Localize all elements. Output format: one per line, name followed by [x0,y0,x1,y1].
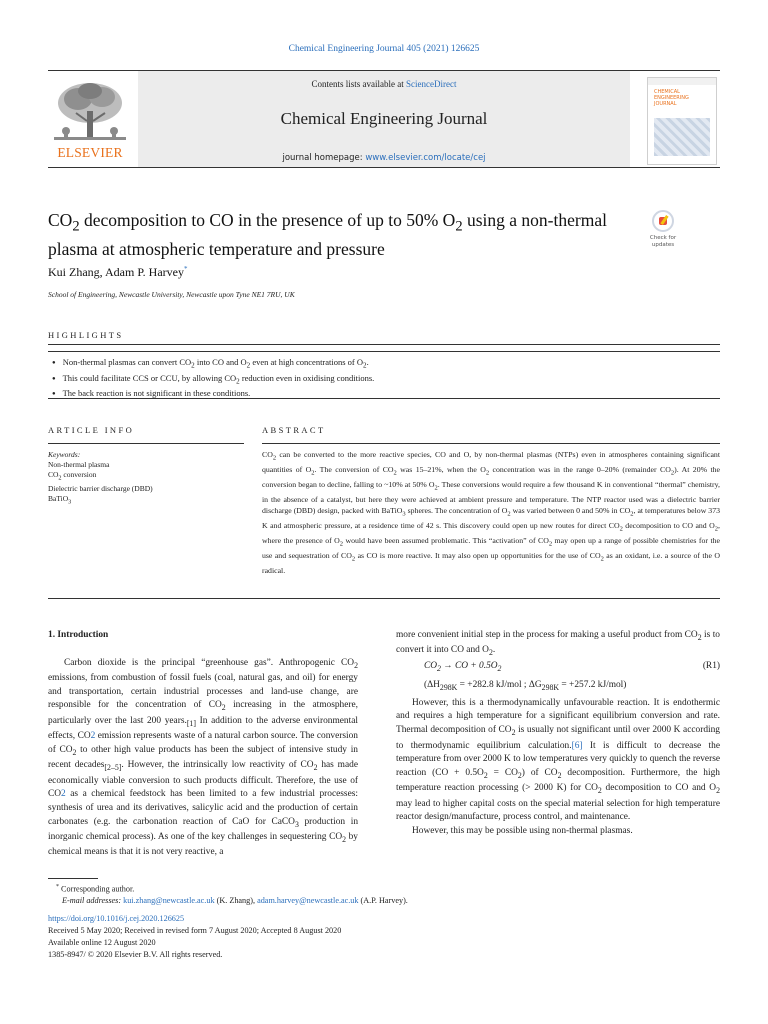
subscript: 2 [72,747,77,757]
text-run: decomposition to CO and O [601,783,717,794]
subscript: [1] [186,718,196,728]
body-paragraph [396,697,720,825]
text-run: may lead to higher capital costs on the special material selection for high temperature reactor design/manufacture, process control, and maintenance. [396,798,720,823]
text-run: to other high value products has been the subject of intensive study in recent decades [48,744,358,771]
check-for-updates-button[interactable] [645,210,681,258]
equation-body [424,660,501,675]
subscript: 2 [351,555,356,563]
text-run: by chemical means is that it is not very reactive, a [48,831,358,858]
elsevier-wordmark: ELSEVIER [57,145,123,160]
title-text: decomposition to CO in the presence of up to 50% O [79,210,456,230]
divider [48,344,720,345]
text-run: , at temperatures below 373 K and atmospheric pressure, at a residence time of 42 s. This discovery could open up new routes for direct CO [262,506,720,531]
text-run: CO [262,450,273,459]
journal-homepage [138,153,630,163]
email-owner: (A.P. Harvey). [358,896,408,906]
homepage-link[interactable]: www.elsevier.com/locate/cej [365,153,486,163]
subscript: 2 [697,632,702,642]
text-run: increasing in the atmosphere, particularly over the last 200 years. [48,700,359,726]
highlights-list [52,356,712,401]
elsevier-tree-icon [48,77,132,147]
subscript: 2 [716,786,721,796]
text-run: concentration was in the range 0–20% (remainder CO [489,464,671,474]
subscript: 2 [619,525,623,533]
citation-ref-link[interactable]: [6] [571,740,583,751]
cover-title-line: CHEMICAL [654,89,680,95]
keywords-label: Keywords: [48,450,81,459]
subscript: 2 [714,525,719,533]
equation-conditions [412,679,720,694]
text-run: However, this is a thermodynamically unfavourable reaction. It is endothermic and requires a high temperature for a significant equilibrium conversion and rate. Thermal decomposition of CO [396,697,720,736]
text-run: as CO is more reactive. It may also open up opportunities for the use of CO [355,551,601,561]
elsevier-logo [48,77,132,165]
subscript: 2 [354,660,358,670]
copyright: 1385-8947/ © 2020 Elsevier B.V. All rights reserved. [48,950,223,959]
subscript: 2 [511,727,516,737]
subscript: 2 [483,770,488,780]
text-run: . These conversions would require a few thousand K in conventional “thermal” chemistry, in the absence of a catalyst, but here they were achieved at ambient pressure and temperature. The NTP reactor used was a dielectric barrier discharge (DBD) design, packed with BaTiO [262,479,720,516]
subscript: 2 [342,834,347,844]
article-info-heading: ARTICLE INFO [48,425,135,435]
subscript: [2–5] [104,763,122,773]
text-run: production in inorganic chemical process). As one of the key challenges in sequestering CO [48,816,359,842]
cover-artwork [654,118,710,156]
corresponding-author-note: * Corresponding author. [56,884,135,894]
subscript: 2 [517,770,522,780]
keywords-block [48,450,244,507]
subscript: 2 [485,469,490,477]
masthead-center [138,71,630,167]
subscript: 2 [339,540,344,548]
publication-info [48,913,720,961]
subscript: 2 [670,469,675,477]
text-run: (ΔH [424,680,440,691]
divider [48,351,720,352]
text-run: In addition to the adverse environmental effects, CO [48,715,358,742]
check-updates-line: Check for [649,235,677,241]
citation-link[interactable]: Chemical Engineering Journal 405 (2021) 126625 [288,44,480,54]
subscript: 2 [437,663,441,673]
body-paragraph [396,629,720,660]
subscript: 2 [434,484,438,492]
text-run: as an oxidant, i.e. a source of the O radical. [262,551,720,576]
equation-number: (R1) [702,660,720,671]
doi-link[interactable]: https://doi.org/10.1016/j.cej.2020.126625 [48,914,185,923]
footnote-divider [48,878,98,879]
text-run: ) of CO [521,767,558,778]
subscript: 298K [439,683,458,693]
title-text: CO [48,210,73,230]
cover-title [654,89,712,107]
text-run: emissions, from combustion of fossil fuels (coal, natural gas, and oil) for energy and transportation, certain industrial processes and land-use change, are responsible for the concentration of CO [48,673,358,711]
text-run: spheres. The concentration of O [405,506,508,516]
email-label: E-mail addresses: [62,896,124,906]
keyword-item: $CO_2$ conversion [48,470,97,482]
journal-citation[interactable] [0,44,768,54]
corresponding-text: Corresponding author. [61,884,135,894]
contents-line [138,79,630,89]
citation-ref-link[interactable]: 2 [90,731,96,742]
text-run: . The conversion of CO [314,464,394,474]
text-run: CO [424,660,438,671]
abstract-text [262,449,720,576]
title-subscript: 2 [455,218,463,235]
text-run: is usually not significant until over 2000 K according to thermodynamic equilibrium calculation. [396,725,720,751]
subscript: 2 [597,786,602,796]
body-column-left [48,629,358,860]
body-paragraph: However, this may be possible using non-thermal plasmas. [412,825,633,836]
subscript: 2 [630,510,634,518]
subscript: 2 [311,469,315,477]
text-run: decomposition. Furthermore, the high temperature reaction processing (> 2000 K) for CO [396,767,720,794]
highlight-item: ● Non-thermal plasmas can convert $CO_2$ into CO and $O_2$ even at high concentrations of $O_2$. [52,356,712,372]
text-run: would have been assumed problematic. This “activation” of CO [343,536,549,546]
homepage-prefix: journal homepage: [282,153,366,163]
highlight-item: ● This could facilitate CCS or CCU, by allowing $CO_2$ reduction even in oxidising conditions. [52,372,712,388]
subscript: 2 [600,555,604,563]
keyword-item: BaTiO$_3$ [48,493,72,505]
online-date: Available online 12 August 2020 [48,938,156,947]
citation-ref-link[interactable]: 2 [61,789,66,800]
article-title [48,209,628,260]
email-line [48,895,720,907]
text-run: , where the presence of O [262,521,720,546]
check-updates-line: updates [651,241,675,248]
highlight-item: ● The back reaction is not significant in these conditions. [52,387,712,401]
text-run: may open up a range of possible chemistries for the use and sequestration of CO [262,536,720,561]
divider [48,398,720,399]
corresponding-author-mark[interactable]: * [183,265,188,273]
text-run: = CO [487,767,518,778]
text-run: . [492,645,496,656]
keyword-item: Dielectric barrier discharge (DBD) [48,483,153,493]
text-run: ). At 20% the conversion began to decline, falling to ~10% at 50% O [262,464,721,489]
subscript: 298K [541,683,560,693]
cover-title-line: ENGINEERING [654,95,689,101]
email-link-harvey[interactable]: adam.harvey@newcastle.ac.uk [257,896,359,906]
reaction-equation [424,660,720,675]
text-run: was 15–21%, when the O [396,464,486,474]
subscript: 2 [497,663,502,673]
divider [48,598,720,599]
keyword-item: Non-thermal plasma [48,460,110,469]
body-column-right [396,629,720,838]
contents-prefix: Contents lists available at [311,79,406,89]
footnote [48,882,720,907]
email-link-zhang[interactable]: kui.zhang@newcastle.ac.uk [123,896,215,906]
journal-title: Chemical Engineering Journal [280,109,488,128]
text-run: It is difficult to decrease the temperature from over 2000 K to low temperatures very quickly to quench the reverse reaction (CO + 0.5O [396,740,720,778]
authors-text[interactable]: Kui Zhang, Adam P. Harvey [48,265,184,279]
text-run: as a chemical feedstock has been limited to a few industrial processes: synthesis of urea and its derivatives, salicylic acid and the production of certain carbonates (e.g. the carbonation reaction of CaO for CaCO [48,789,358,827]
subscript: 2 [488,648,493,658]
text-run: is to convert it into CO and O [396,630,720,656]
affiliation: School of Engineering, Newcastle University, Newcastle upon Tyne NE1 7RU, UK [48,290,295,299]
section-heading: 1. Introduction [48,630,109,640]
subscript: 2 [221,703,226,713]
text-run: . However, the intrinsically low reactivity of CO [121,760,314,771]
divider [262,443,720,444]
subscript: 2 [507,510,511,518]
author-list [48,265,187,280]
subscript: 2 [557,770,562,780]
text-run: decomposition to CO and O [622,521,715,531]
divider [48,443,244,444]
check-updates-icon [652,210,674,232]
text-run: → CO + 0.5O [440,660,498,671]
subscript: 3 [402,510,406,518]
title-subscript: 2 [72,218,80,235]
check-updates-label [645,235,681,248]
subscript: 2 [548,540,553,548]
email-owner: (K. Zhang), [214,896,258,906]
abstract-heading: ABSTRACT [262,425,326,435]
text-run: = +257.2 kJ/mol) [559,680,627,691]
title-text: using a non-thermal plasma at atmospheric temperature and pressure [48,210,607,259]
text-run: = +282.8 kJ/mol ; ΔG [457,680,542,691]
subscript: 2 [393,469,397,477]
text-run: was varied between 0 and 50% in CO [510,506,631,516]
highlights-heading: HIGHLIGHTS [48,330,124,340]
text-run: Carbon dioxide is the principal “greenhouse gas”. Anthropogenic CO [64,657,355,668]
body-paragraph [48,657,358,860]
text-run: can be converted to the more reactive species, CO and O, by non-thermal plasmas (NTPs) even in atmospheres containing significant quantities of O [262,450,720,474]
text-run: more convenient initial step in the process for making a useful product from CO [396,630,698,640]
cover-top-bar [648,78,716,85]
subscript: 3 [294,819,299,829]
text-run: has made economically viable conversion to such products difficult. Therefore, the use of CO [48,760,358,800]
cover-title-line: JOURNAL [654,101,677,107]
subscript: 2 [313,763,318,773]
subscript: 2 [272,454,277,462]
journal-cover-thumbnail[interactable] [647,77,717,165]
sciencedirect-link[interactable]: ScienceDirect [406,79,457,89]
received-dates: Received 5 May 2020; Received in revised form 7 August 2020; Accepted 8 August 2020 [48,926,342,935]
text-run: emission represents waste of a natural carbon source. The conversion of CO [48,731,358,755]
journal-masthead [48,70,720,168]
